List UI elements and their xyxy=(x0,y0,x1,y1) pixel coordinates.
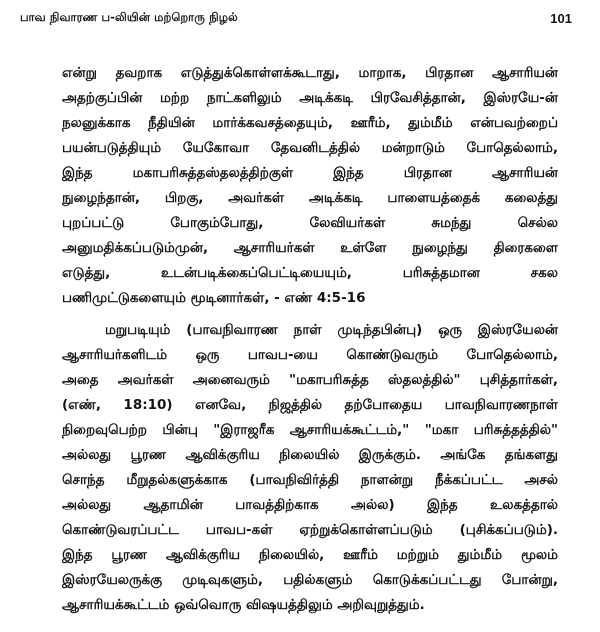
text-line: புறப்பட்டு போகும்போது, லேவியர்கள் சுமந்து செல்ல xyxy=(62,215,558,231)
body-text xyxy=(62,61,558,618)
paragraph-1 xyxy=(62,61,558,311)
running-header xyxy=(20,8,572,28)
running-title: பாவ நிவாரண ப-லியின் மற்றொரு நிழல் xyxy=(20,10,238,24)
text-line: அதற்குப்பின் மற்ற நாட்களிலும் அடிக்கடி பிரவேசித்தான், இஸ்ரயே-ன் xyxy=(62,90,558,106)
text-line: (எண், 18:10) எனவே, நிஜத்தில் தற்போதைய பாவநிவாரணநாள் xyxy=(62,397,558,413)
text-line: சொந்த மீறுதல்களுக்காக (பாவநிவிர்த்தி நாளன்று நீக்கப்பட்ட அசல் xyxy=(62,472,558,488)
page-number: 101 xyxy=(550,10,572,26)
text-line: அதை அவர்கள் அனைவரும் "மகாபரிசுத்த ஸ்தலத்தில்" புசித்தார்கள், xyxy=(62,372,558,388)
text-line: நலனுக்காக நீதியின் மார்க்கவசத்தையும், ஊரீம், தும்மீம் என்பவற்றைப் xyxy=(62,115,558,131)
text-line: இந்த மகாபரிசுத்தஸ்தலத்திற்குள் இந்த பிரதான ஆசாரியன் xyxy=(62,165,558,181)
text-line: பயன்படுத்தியும் யேகோவா தேவனிடத்தில் மன்றாடும் போதெல்லாம், xyxy=(62,140,558,156)
text-line: என்று தவறாக எடுத்துக்கொள்ளக்கூடாது, மாறாக, பிரதான ஆசாரியன் xyxy=(62,65,558,81)
text-line: இஸ்ரயேலருக்கு முடிவுகளும், பதில்களும் கொடுக்கப்பட்டது போன்று, xyxy=(62,572,558,588)
text-line: பணிமுட்டுகளையும் மூடினார்கள், - எண் 4:5-16 xyxy=(62,290,366,306)
text-line: அல்லது ஆதாமின் பாவத்திற்காக அல்ல) இந்த உலகத்தால் xyxy=(62,497,558,513)
text-line: இந்த பூரண ஆவிக்குரிய நிலையில், ஊரீம் மற்றும் தும்மீம் மூலம் xyxy=(62,547,558,563)
text-line: ஆசாரியர்களிடம் ஒரு பாவப-யை கொண்டுவரும் போதெல்லாம், xyxy=(62,347,558,363)
text-line: மறுபடியும் (பாவநிவாரண நாள் முடிந்தபின்பு) ஒரு இஸ்ரயேலன் xyxy=(105,322,558,338)
text-line: ஆசாரியக்கூட்டம் ஒவ்வொரு விஷயத்திலும் அறிவுறுத்தும். xyxy=(62,597,425,613)
text-line: கொண்டுவரப்பட்ட பாவப-கள் ஏற்றுக்கொள்ளப்படும் (புசிக்கப்படும்). xyxy=(62,522,558,538)
paragraph-2 xyxy=(62,318,558,618)
text-line: எடுத்து, உடன்படிக்கைப்பெட்டியையும், பரிசுத்தமான சகல xyxy=(62,265,558,281)
text-line: நுழைந்தான், பிறகு, அவர்கள் அடிக்கடி பாளையத்தைக் கலைத்து xyxy=(62,190,558,206)
text-line: அல்லது பூரண ஆவிக்குரிய நிலையில் இருக்கும். அங்கே தங்களது xyxy=(62,447,558,463)
text-line: நிறைவுபெற்ற பின்பு "இராஜரீக ஆசாரியக்கூட்டம்," "மகா பரிசுத்தத்தில்" xyxy=(62,422,558,438)
text-line: அனுமதிக்கப்படும்முன், ஆசாரியர்கள் உள்ளே நுழைந்து திரைகளை xyxy=(62,240,558,256)
